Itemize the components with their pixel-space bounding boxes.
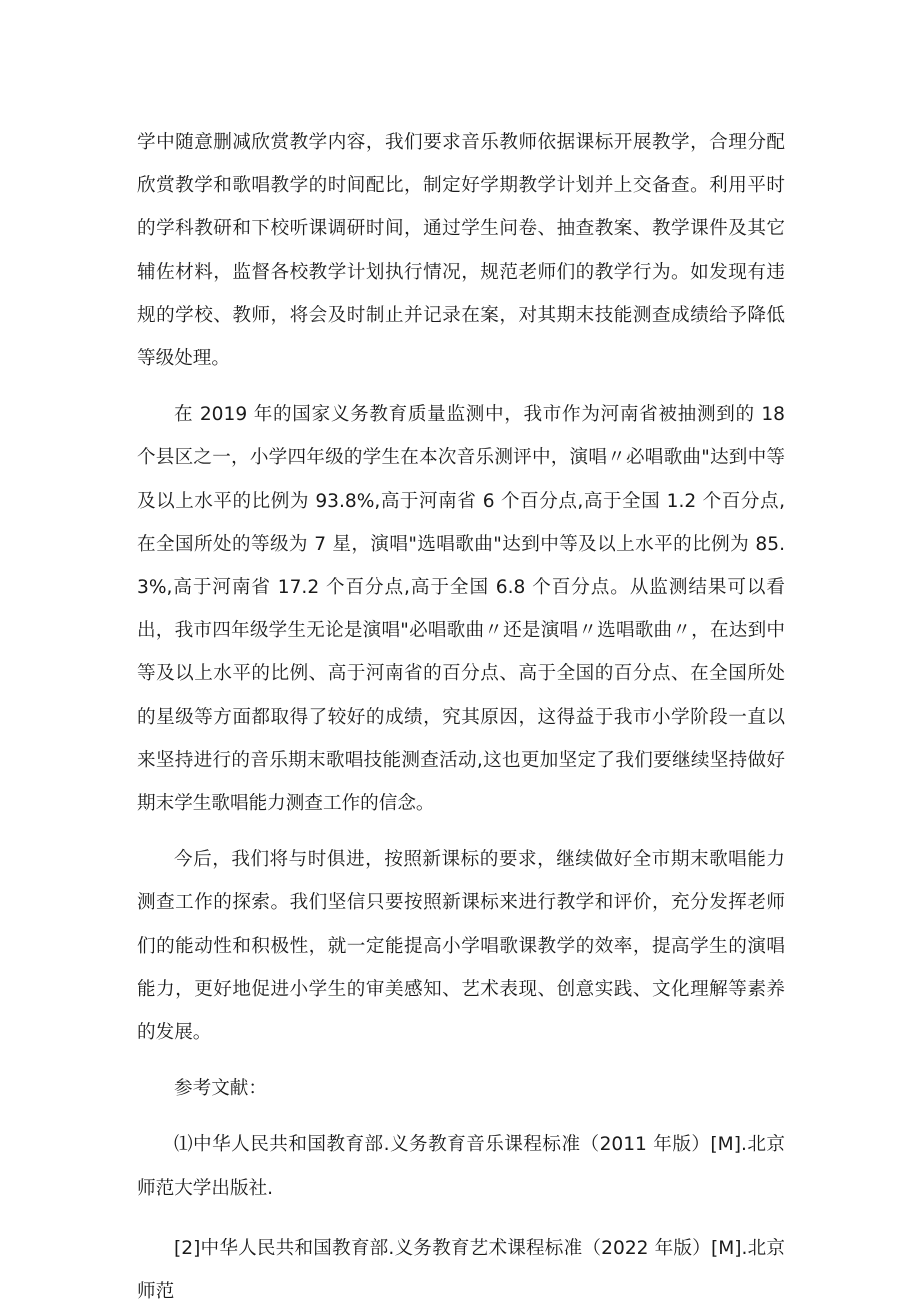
body-paragraph-2: 在 2019 年的国家义务教育质量监测中，我市作为河南省被抽测到的 18 个县区之一，小学四年级的学生在本次音乐测评中，演唱〃必唱歌曲"达到中等及以上水平的比例为 93.8%,高于河南省 6 个百分点,高于全国 1.2 个百分点,在全国所处的等级为 7 星，演唱"选唱歌曲"达到中等及以上水平的比例为 85.3%,高于河南省 17.2 个百分点,高于全国 6.8 个百分点。从监测结果可以看出，我市四年级学生无论是演唱"必唱歌曲〃还是演唱〃选唱歌曲〃，在达到中等及以上水平的比例、高于河南省的百分点、高于全国的百分点、在全国所处的星级等方面都取得了较好的成绩，究其原因，这得益于我市小学阶段一直以来坚持进行的音乐期末歌唱技能测查活动,这也更加坚定了我们要继续坚持做好期末学生歌唱能力测查工作的信念。 [137, 404, 785, 815]
document-body [137, 121, 785, 1313]
body-paragraph-1: 学中随意删减欣赏教学内容，我们要求音乐教师依据课标开展教学，合理分配欣赏教学和歌唱教学的时间配比，制定好学期教学计划并上交备查。利用平时的学科教研和下校听课调研时间，通过学生问卷、抽查教案、教学课件及其它辅佐材料，监督各校教学计划执行情况，规范老师们的教学行为。如发现有违规的学校、教师，将会及时制止并记录在案，对其期末技能测查成绩给予降低等级处理。 [137, 132, 785, 370]
body-paragraph-3: 今后，我们将与时俱进，按照新课标的要求，继续做好全市期末歌唱能力测查工作的探索。我们坚信只要按照新课标来进行教学和评价，充分发挥老师们的能动性和积极性，就一定能提高小学唱歌课教学的效率，提高学生的演唱能力，更好地促进小学生的审美感知、艺术表现、创意实践、文化理解等素养的发展。 [137, 849, 785, 1044]
references-heading: 参考文献： [174, 1078, 267, 1100]
reference-item-1: ⑴中华人民共和国教育部.义务教育音乐课程标准（2011 年版）[M].北京师范大学出版社. [137, 1134, 785, 1199]
reference-item-2: [2]中华人民共和国教育部.义务教育艺术课程标准（2022 年版）[M].北京师范 [137, 1237, 785, 1303]
